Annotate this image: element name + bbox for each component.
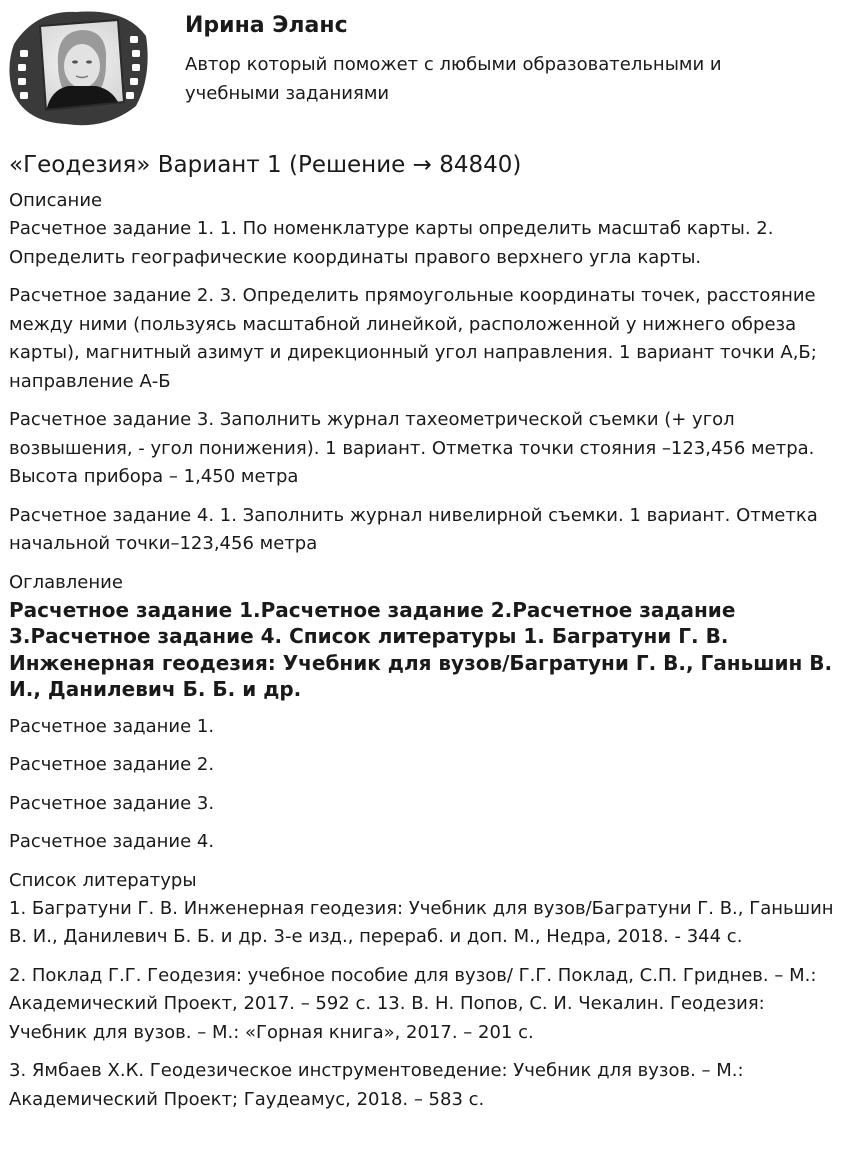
references-label: Список литературы (9, 869, 197, 891)
document-content (9, 147, 839, 1124)
description-paragraph: Расчетное задание 4. 1. Заполнить журнал нивелирной съемки. 1 вариант. Отметка начальной точки–123,456 метра (9, 504, 818, 554)
toc-item: Расчетное задание 4. (9, 831, 215, 852)
author-description: Автор который поможет с любыми образовательными и учебными заданиями (185, 54, 722, 104)
toc-summary: Расчетное задание 1.Расчетное задание 2.Расчетное задание 3.Расчетное задание 4. Список литературы 1. Багратуни Г. В. Инженерная геодезия: Учебник для вузов/Багратуни Г. В., Ганьшин В. И., Данилевич Б. Б. и др. (9, 597, 833, 701)
document-title: «Геодезия» Вариант 1 (Решение → 84840) (9, 152, 522, 178)
reference-item: 2. Поклад Г.Г. Геодезия: учебное пособие для вузов/ Г.Г. Поклад, С.П. Гриднев. – М.: Академический Проект, 2017. – 592 с. 13. В. Н. Попов, С. И. Чекалин. Геодезия: Учебник для вузов. – М.: «Горная книга», 2017. – 201 с. (9, 964, 817, 1043)
reference-item: 3. Ямбаев Х.К. Геодезическое инструментоведение: Учебник для вузов. – М.: Академический Проект; Гаудеамус, 2018. – 583 с. (9, 1060, 744, 1110)
description-paragraph: Расчетное задание 1. 1. По номенклатуре карты определить масштаб карты. 2. Определить географические координаты правого верхнего угла карты. (9, 218, 774, 268)
description-label: Описание (9, 190, 103, 211)
description-paragraph: Расчетное задание 2. 3. Определить прямоугольные координаты точек, расстояние между ними (пользуясь масштабной линейкой, расположенной у нижнего обреза карты), магнитный азимут и дирекционный угол направления. 1 вариант точки А,Б; направление А-Б (9, 285, 817, 392)
author-name: Ирина Эланс (185, 13, 348, 38)
film-frame-portrait-icon (6, 6, 152, 128)
toc-item: Расчетное задание 2. (9, 754, 215, 775)
toc-item: Расчетное задание 1. (9, 715, 215, 737)
toc-item: Расчетное задание 3. (9, 792, 215, 814)
author-avatar (6, 6, 152, 128)
reference-item: 1. Багратуни Г. В. Инженерная геодезия: Учебник для вузов/Багратуни Г. В., Ганьшин В. И., Данилевич Б. Б. и др. 3-е изд., перераб. и доп. М., Недра, 2018. - 344 с. (9, 897, 834, 947)
toc-label: Оглавление (9, 571, 123, 593)
description-paragraph: Расчетное задание 3. Заполнить журнал тахеометрической съемки (+ угол возвышения, - угол понижения). 1 вариант. Отметка точки стояния –123,456 метра. Высота прибора – 1,450 метра (9, 409, 815, 487)
